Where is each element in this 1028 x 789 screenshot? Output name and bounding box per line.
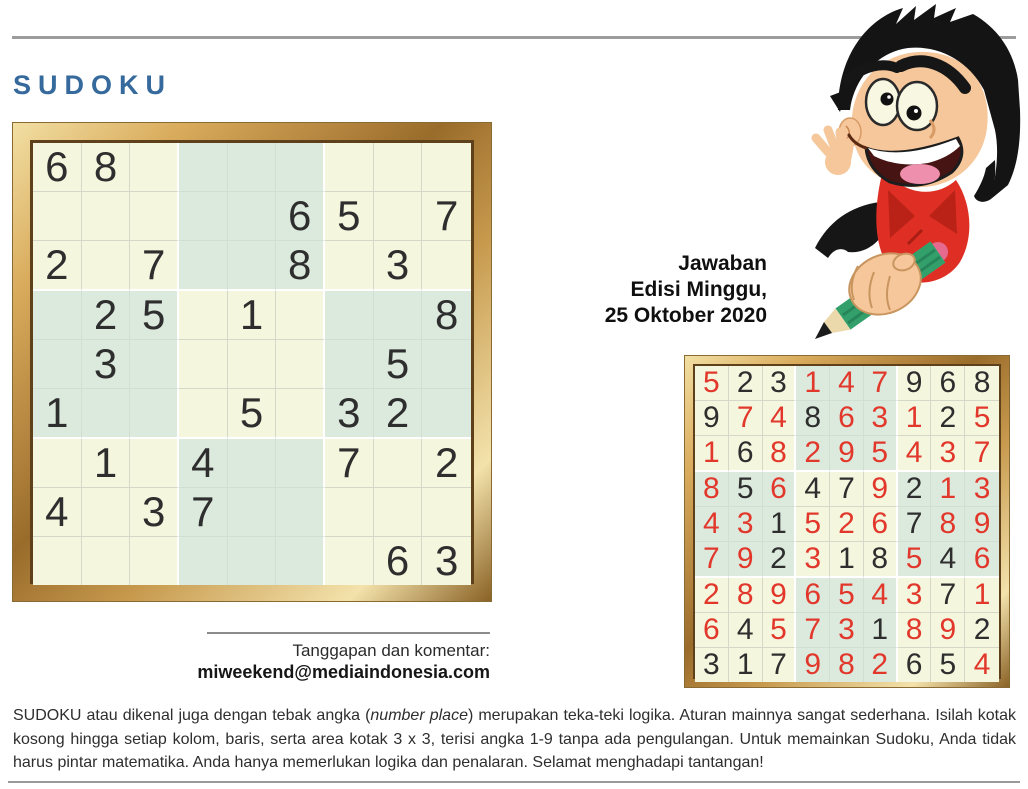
mascot-fingers bbox=[816, 130, 850, 158]
puzzle-cell: 5 bbox=[228, 389, 277, 439]
answer-cell: 3 bbox=[931, 436, 965, 472]
answer-caption-line: 25 Oktober 2020 bbox=[604, 304, 767, 327]
puzzle-cell bbox=[422, 488, 471, 537]
puzzle-cell bbox=[422, 389, 471, 439]
answer-cell: 4 bbox=[763, 401, 797, 436]
answer-cell: 2 bbox=[729, 366, 763, 401]
answer-cell: 1 bbox=[931, 472, 965, 507]
answer-cell: 2 bbox=[931, 401, 965, 436]
answer-cell: 3 bbox=[864, 401, 898, 436]
puzzle-cell bbox=[33, 340, 82, 389]
puzzle-cell bbox=[228, 340, 277, 389]
answer-cell: 3 bbox=[763, 366, 797, 401]
answer-cell: 5 bbox=[965, 401, 999, 436]
feedback-block bbox=[150, 640, 490, 684]
answer-cell: 2 bbox=[695, 578, 729, 613]
answer-cell: 5 bbox=[729, 472, 763, 507]
puzzle-cell: 5 bbox=[130, 291, 179, 340]
puzzle-cell bbox=[374, 291, 423, 340]
answer-cell: 9 bbox=[898, 366, 932, 401]
answer-cell: 4 bbox=[931, 542, 965, 578]
answer-cell: 8 bbox=[729, 578, 763, 613]
page-title: SUDOKU bbox=[13, 70, 173, 100]
puzzle-cell: 3 bbox=[325, 389, 374, 439]
puzzle-cell bbox=[325, 340, 374, 389]
puzzle-cell bbox=[374, 192, 423, 241]
answer-cell: 1 bbox=[763, 507, 797, 542]
puzzle-cell bbox=[179, 291, 228, 340]
puzzle-cell: 8 bbox=[276, 241, 325, 291]
answer-cell: 3 bbox=[898, 578, 932, 613]
puzzle-cell bbox=[422, 143, 471, 192]
answer-cell: 2 bbox=[965, 613, 999, 648]
puzzle-cell bbox=[374, 439, 423, 488]
answer-cell: 9 bbox=[830, 436, 864, 472]
answer-cell: 1 bbox=[695, 436, 729, 472]
puzzle-description bbox=[13, 704, 1016, 775]
puzzle-cell bbox=[82, 537, 131, 585]
puzzle-cell bbox=[276, 537, 325, 585]
puzzle-cell: 8 bbox=[82, 143, 131, 192]
puzzle-cell bbox=[179, 192, 228, 241]
answer-cell: 4 bbox=[898, 436, 932, 472]
answer-cell: 6 bbox=[796, 578, 830, 613]
answer-cell: 7 bbox=[796, 613, 830, 648]
puzzle-cell: 4 bbox=[33, 488, 82, 537]
puzzle-cell bbox=[33, 439, 82, 488]
puzzle-cell bbox=[179, 389, 228, 439]
answer-cell: 7 bbox=[695, 542, 729, 578]
puzzle-cell bbox=[33, 291, 82, 340]
mascot-jacket bbox=[876, 170, 969, 283]
puzzle-cell: 2 bbox=[33, 241, 82, 291]
description-text: SUDOKU atau dikenal juga dengan tebak angka ( bbox=[13, 707, 371, 724]
answer-cell: 2 bbox=[864, 648, 898, 682]
answer-cell: 2 bbox=[763, 542, 797, 578]
puzzle-cell bbox=[33, 192, 82, 241]
mascot-hair bbox=[838, 4, 1020, 199]
puzzle-cell bbox=[130, 389, 179, 439]
puzzle-cell bbox=[276, 488, 325, 537]
answer-cell: 9 bbox=[864, 472, 898, 507]
answer-cell: 1 bbox=[898, 401, 932, 436]
answer-cell: 7 bbox=[830, 472, 864, 507]
answer-cell: 8 bbox=[898, 613, 932, 648]
puzzle-cell bbox=[179, 241, 228, 291]
answer-cell: 2 bbox=[830, 507, 864, 542]
puzzle-cell bbox=[130, 340, 179, 389]
answer-cell: 6 bbox=[763, 472, 797, 507]
answer-cell: 9 bbox=[965, 507, 999, 542]
sudoku-answer-grid bbox=[695, 366, 999, 681]
puzzle-cell bbox=[130, 439, 179, 488]
puzzle-cell: 1 bbox=[33, 389, 82, 439]
answer-cell: 8 bbox=[695, 472, 729, 507]
puzzle-cell bbox=[130, 143, 179, 192]
puzzle-cell: 3 bbox=[82, 340, 131, 389]
puzzle-cell bbox=[374, 143, 423, 192]
mascot-pencil-icon bbox=[815, 241, 948, 339]
puzzle-cell bbox=[422, 340, 471, 389]
bottom-divider bbox=[8, 781, 1020, 783]
answer-caption-line: Jawaban bbox=[678, 252, 767, 275]
puzzle-cell: 2 bbox=[82, 291, 131, 340]
answer-cell: 4 bbox=[965, 648, 999, 682]
answer-cell: 5 bbox=[864, 436, 898, 472]
puzzle-cell bbox=[276, 143, 325, 192]
answer-cell: 4 bbox=[796, 472, 830, 507]
answer-cell: 6 bbox=[864, 507, 898, 542]
answer-cell: 8 bbox=[830, 648, 864, 682]
puzzle-cell bbox=[276, 389, 325, 439]
puzzle-cell: 1 bbox=[82, 439, 131, 488]
puzzle-cell bbox=[130, 192, 179, 241]
description-text: ) merupakan teka-teki logika. Aturan mainnya sangat sederhana. Isilah kotak kosong hingga setiap kolom, baris, serta area kotak 3 x 3, terisi angka 1-9 tanpa ada pengulangan. Untuk memainkan Sudoku, Anda tidak harus pintar matematika. Anda hanya memerlukan logika dan penalaran. Selamat menghadapi tantangan! bbox=[13, 707, 1017, 771]
puzzle-cell bbox=[82, 488, 131, 537]
answer-cell: 5 bbox=[898, 542, 932, 578]
puzzle-cell bbox=[374, 488, 423, 537]
description-italic: number place bbox=[370, 707, 468, 724]
answer-caption-line: Edisi Minggu, bbox=[630, 278, 767, 301]
answer-cell: 6 bbox=[898, 648, 932, 682]
puzzle-cell: 6 bbox=[374, 537, 423, 585]
puzzle-cell bbox=[228, 143, 277, 192]
feedback-divider bbox=[207, 632, 490, 634]
answer-cell: 1 bbox=[796, 366, 830, 401]
puzzle-cell bbox=[228, 192, 277, 241]
puzzle-cell bbox=[276, 340, 325, 389]
answer-cell: 6 bbox=[830, 401, 864, 436]
answer-cell: 2 bbox=[796, 436, 830, 472]
answer-cell: 8 bbox=[965, 366, 999, 401]
answer-cell: 9 bbox=[931, 613, 965, 648]
puzzle-cell bbox=[325, 488, 374, 537]
puzzle-cell: 5 bbox=[374, 340, 423, 389]
answer-cell: 1 bbox=[729, 648, 763, 682]
mascot-arm bbox=[815, 202, 886, 258]
puzzle-cell bbox=[325, 241, 374, 291]
puzzle-cell bbox=[276, 291, 325, 340]
puzzle-cell bbox=[276, 439, 325, 488]
answer-cell: 9 bbox=[796, 648, 830, 682]
answer-frame bbox=[684, 355, 1010, 688]
answer-cell: 5 bbox=[763, 613, 797, 648]
puzzle-cell: 7 bbox=[325, 439, 374, 488]
puzzle-cell bbox=[82, 192, 131, 241]
answer-cell: 1 bbox=[864, 613, 898, 648]
answer-cell: 4 bbox=[864, 578, 898, 613]
puzzle-cell bbox=[228, 537, 277, 585]
puzzle-cell bbox=[228, 439, 277, 488]
mascot-mouth bbox=[849, 135, 962, 185]
answer-cell: 8 bbox=[864, 542, 898, 578]
answer-cell: 6 bbox=[695, 613, 729, 648]
answer-cell: 8 bbox=[763, 436, 797, 472]
puzzle-cell bbox=[82, 241, 131, 291]
answer-cell: 7 bbox=[898, 507, 932, 542]
puzzle-cell bbox=[82, 389, 131, 439]
answer-cell: 4 bbox=[729, 613, 763, 648]
answer-cell: 5 bbox=[931, 648, 965, 682]
answer-cell: 7 bbox=[864, 366, 898, 401]
answer-cell: 8 bbox=[796, 401, 830, 436]
answer-cell: 5 bbox=[796, 507, 830, 542]
answer-caption bbox=[545, 251, 767, 329]
mascot-face bbox=[852, 52, 988, 187]
puzzle-cell bbox=[179, 537, 228, 585]
answer-cell: 3 bbox=[695, 648, 729, 682]
puzzle-cell: 7 bbox=[422, 192, 471, 241]
answer-cell: 6 bbox=[729, 436, 763, 472]
top-divider bbox=[12, 36, 1016, 39]
answer-cell: 9 bbox=[729, 542, 763, 578]
answer-cell: 1 bbox=[965, 578, 999, 613]
puzzle-cell: 6 bbox=[33, 143, 82, 192]
puzzle-cell bbox=[325, 143, 374, 192]
puzzle-cell: 8 bbox=[422, 291, 471, 340]
puzzle-frame bbox=[12, 122, 492, 602]
answer-cell: 7 bbox=[965, 436, 999, 472]
answer-cell: 4 bbox=[695, 507, 729, 542]
answer-cell: 3 bbox=[729, 507, 763, 542]
puzzle-cell bbox=[33, 537, 82, 585]
puzzle-cell bbox=[179, 340, 228, 389]
puzzle-cell: 4 bbox=[179, 439, 228, 488]
cartoon-boy-mascot bbox=[788, 0, 1028, 356]
puzzle-cell bbox=[130, 537, 179, 585]
answer-cell: 2 bbox=[898, 472, 932, 507]
puzzle-cell: 6 bbox=[276, 192, 325, 241]
answer-cell: 3 bbox=[830, 613, 864, 648]
puzzle-cell: 3 bbox=[422, 537, 471, 585]
answer-cell: 8 bbox=[931, 507, 965, 542]
puzzle-cell: 3 bbox=[130, 488, 179, 537]
puzzle-cell bbox=[228, 241, 277, 291]
answer-cell: 3 bbox=[796, 542, 830, 578]
puzzle-cell: 7 bbox=[130, 241, 179, 291]
puzzle-cell: 7 bbox=[179, 488, 228, 537]
answer-cell: 9 bbox=[695, 401, 729, 436]
answer-cell: 7 bbox=[763, 648, 797, 682]
answer-cell: 6 bbox=[965, 542, 999, 578]
answer-cell: 7 bbox=[729, 401, 763, 436]
answer-cell: 7 bbox=[931, 578, 965, 613]
puzzle-cell: 3 bbox=[374, 241, 423, 291]
sudoku-puzzle-grid bbox=[33, 143, 471, 584]
puzzle-cell: 1 bbox=[228, 291, 277, 340]
puzzle-cell bbox=[325, 537, 374, 585]
answer-cell: 6 bbox=[931, 366, 965, 401]
puzzle-cell: 2 bbox=[374, 389, 423, 439]
answer-cell: 1 bbox=[830, 542, 864, 578]
answer-cell: 9 bbox=[763, 578, 797, 613]
answer-cell: 4 bbox=[830, 366, 864, 401]
feedback-email[interactable]: miweekend@mediaindonesia.com bbox=[197, 662, 490, 682]
answer-cell: 5 bbox=[830, 578, 864, 613]
mascot-hand bbox=[839, 242, 931, 326]
puzzle-cell bbox=[422, 241, 471, 291]
puzzle-cell: 2 bbox=[422, 439, 471, 488]
mascot-eyes bbox=[866, 79, 937, 130]
puzzle-cell bbox=[228, 488, 277, 537]
puzzle-cell bbox=[179, 143, 228, 192]
answer-cell: 5 bbox=[695, 366, 729, 401]
puzzle-cell: 5 bbox=[325, 192, 374, 241]
puzzle-cell bbox=[325, 291, 374, 340]
answer-cell: 3 bbox=[965, 472, 999, 507]
feedback-label: Tanggapan dan komentar: bbox=[292, 641, 490, 660]
